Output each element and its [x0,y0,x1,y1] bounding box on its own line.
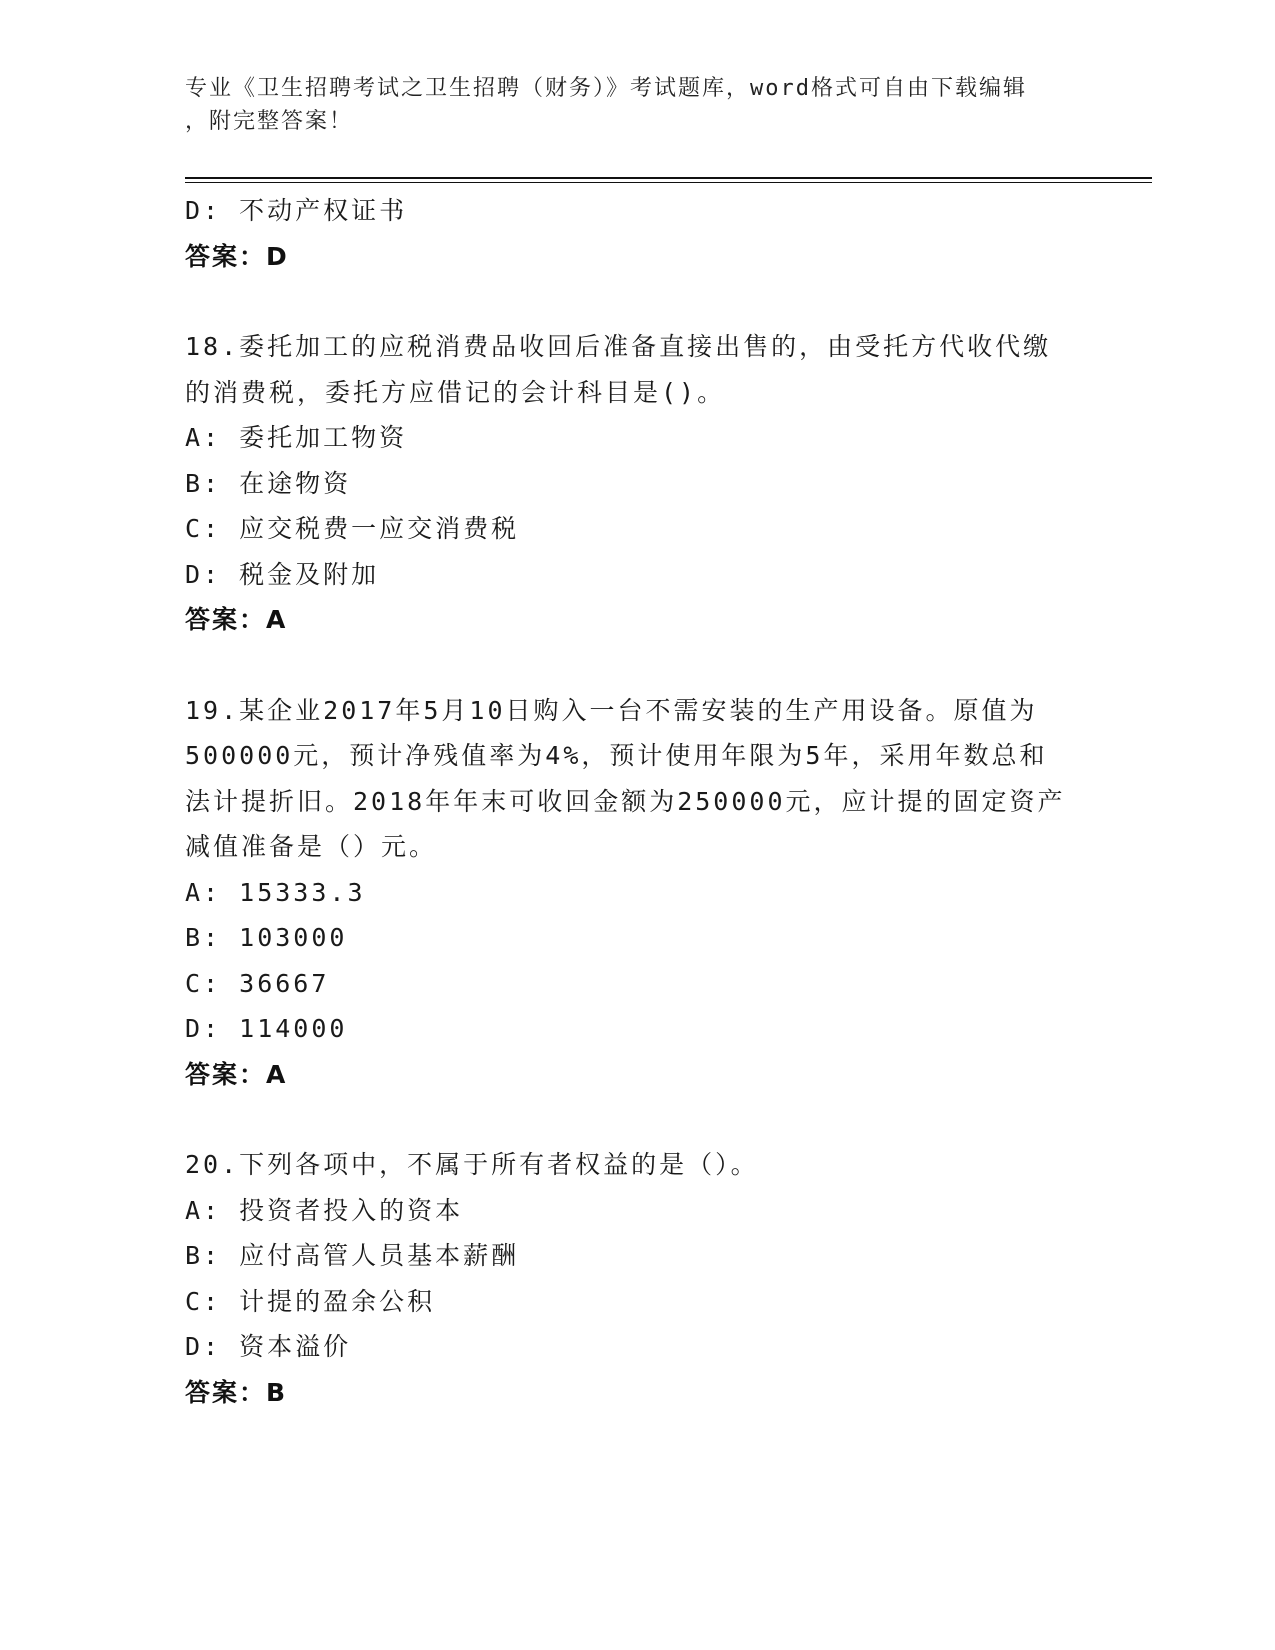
q20-option-b: B: 应付高管人员基本薪酬 [185,1241,520,1270]
q19-answer: 答案：A [185,1059,288,1089]
question-content [185,188,1085,1415]
question-18 [185,324,1085,643]
question-20 [185,1142,1085,1415]
q19-option-d: D: 114000 [185,1014,348,1043]
q18-option-c: C: 应交税费一应交消费税 [185,514,520,543]
q19-option-b: B: 103000 [185,923,348,952]
prev-answer: 答案：D [185,241,289,271]
q18-option-d: D: 税金及附加 [185,559,380,589]
prev-option-d: D: 不动产权证书 [185,196,408,225]
q20-option-c: C: 计提的盈余公积 [185,1286,436,1316]
document-header [185,72,1065,138]
q18-option-a: A: 委托加工物资 [185,423,408,452]
spacer [185,643,1085,688]
q19-option-a: A: 15333.3 [185,877,366,907]
q19-stem-line-4: 减值准备是（）元。 [185,832,438,861]
q18-stem-line-1: 18.委托加工的应税消费品收回后准备直接出售的，由受托方代收代缴 [185,332,1052,361]
header-line-1: 专业《卫生招聘考试之卫生招聘（财务）》考试题库，word格式可自由下载编辑 [185,76,1027,101]
q20-option-a: A: 投资者投入的资本 [185,1195,464,1225]
header-rule-thin [185,182,1152,183]
q20-option-d: D: 资本溢价 [185,1332,352,1361]
header-line-2: ，附完整答案！ [185,109,354,134]
q18-stem-line-2: 的消费税，委托方应借记的会计科目是()。 [185,377,726,407]
spacer [185,1097,1085,1142]
q20-stem-line-1: 20.下列各项中，不属于所有者权益的是（）。 [185,1150,759,1179]
q19-stem-line-2: 500000元，预计净残值率为4%，预计使用年限为5年，采用年数总和 [185,741,1048,770]
q18-answer: 答案：A [185,605,288,634]
spacer [185,279,1085,324]
q20-answer: 答案：B [185,1377,288,1407]
q19-option-c: C: 36667 [185,968,330,998]
q19-stem-line-1: 19.某企业2017年5月10日购入一台不需安装的生产用设备。原值为 [185,695,1038,725]
question-19 [185,688,1085,1098]
q18-option-b: B: 在途物资 [185,468,352,498]
header-rule-thick [185,177,1152,179]
q19-stem-line-3: 法计提折旧。2018年年末可收回金额为250000元，应计提的固定资产 [185,786,1066,816]
